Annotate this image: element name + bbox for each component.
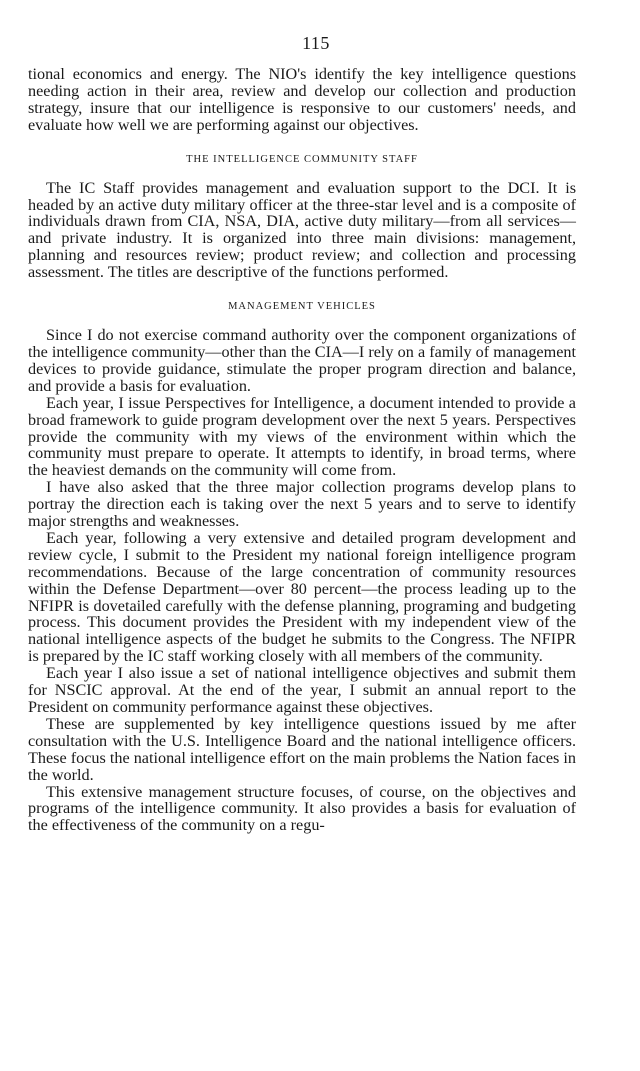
document-page [28,32,576,834]
section-heading-ic-staff: THE INTELLIGENCE COMMUNITY STAFF [186,153,418,165]
management-paragraph-5: Each year I also issue a set of national intelligence objectives and submit them for NSCIC approval. At the end of the year, I submit an annual report to the President on community performance against these objectives. [28,664,576,716]
section-heading-management-vehicles: MANAGEMENT VEHICLES [228,301,376,313]
ic-staff-paragraph: The IC Staff provides management and evaluation support to the DCI. It is headed by an active duty military officer at the three-star level and is a composite of individuals drawn from CIA, NSA, DIA, active duty military—from all services—and private industry. It is organized into three main divisions: management, planning and resources review; product review; and collection and processing assessment. The titles are descriptive of the functions performed. [28,178,576,282]
management-paragraph-7: This extensive management structure focuses, of course, on the objectives and programs of the intelligence community. It also provides a basis for evaluation of the effectiveness of the community on a regu- [28,782,576,835]
management-paragraph-4: Each year, following a very extensive and detailed program development and review cycle, I submit to the President my national foreign intelligence program recommendations. Because of the large concentration of community resources within the Defense Department—over 80 percent—the process leading up to the NFIPR is dovetailed carefully with the defense planning, programing and budgeting process. This document provides the President with my independent view of the national intelligence aspects of the budget he submits to the Congress. The NFIPR is prepared by the IC staff working closely with all members of the community. [28,528,576,666]
management-paragraph-6: These are supplemented by key intelligence questions issued by me after consultation with the U.S. Intelligence Board and the national intelligence officers. These focus the national intelligence effort on the main problems the Nation faces in the world. [28,714,576,784]
page-number: 115 [302,33,330,53]
intro-paragraph: tional economics and energy. The NIO's identify the key intelligence questions needing action in their area, review and develop our collection and production strategy, insure that our intelligence is responsive to our customers' needs, and evaluate how well we are performing against our objectives. [28,65,576,134]
management-paragraph-2: Each year, I issue Perspectives for Intelligence, a document intended to provide a broad framework to guide program development over the next 5 years. Perspectives provide the community with my views of the environment within which the community must prepare to operate. It attempts to identify, in broad terms, where the heaviest demands on the community will come from. [28,393,576,480]
management-paragraph-1: Since I do not exercise command authority over the component organizations of the intelligence community—other than the CIA—I rely on a family of management devices to provide guidance, stimulate the proper program direction and balance, and provide a basis for evaluation. [28,326,576,395]
management-paragraph-3: I have also asked that the three major collection programs develop plans to portray the direction each is taking over the next 5 years and to serve to identify major strengths and weaknesses. [28,478,576,531]
